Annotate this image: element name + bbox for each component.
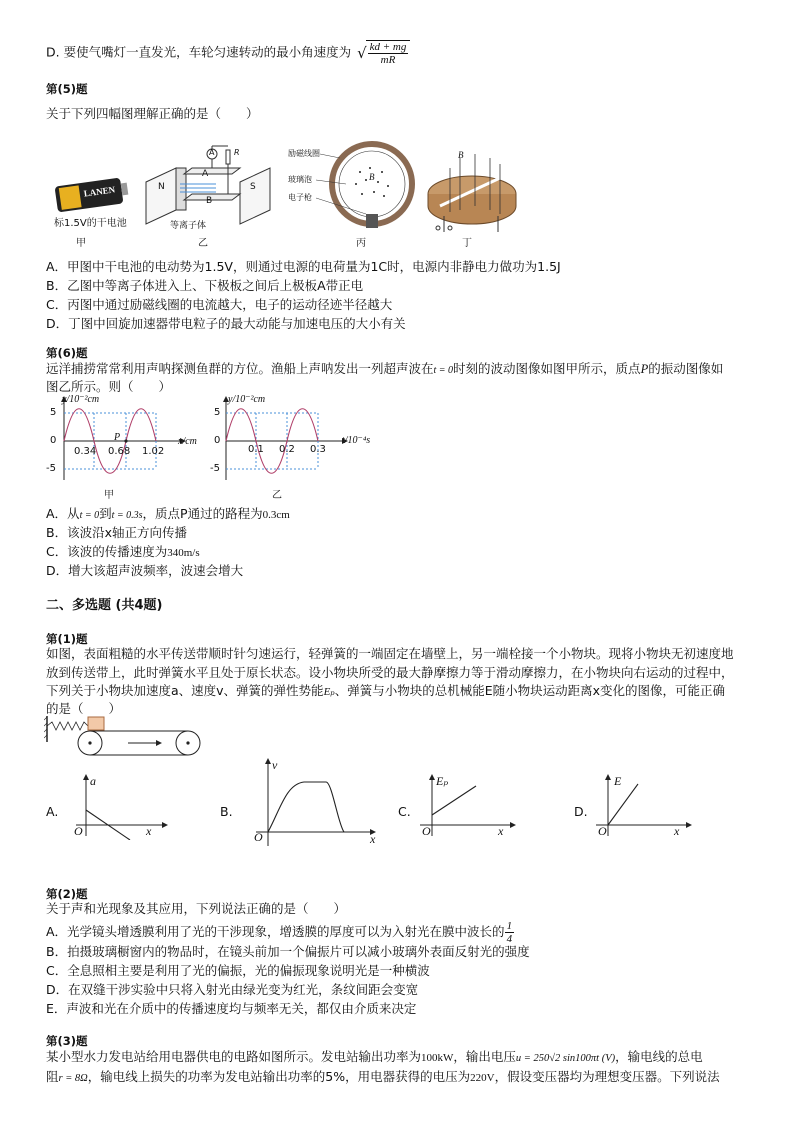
jia-x-label: x/cm	[178, 436, 197, 447]
angular-velocity-formula: $\frac{kd + mg}{mR}$	[366, 40, 411, 66]
q5-option-b: B．乙图中等离子体进入上、下极板之间后上极板A带正电	[46, 278, 364, 293]
m1-b-origin: O	[254, 830, 263, 844]
jia-y-label: y/10⁻²cm	[62, 394, 100, 405]
yi-xtick-3: 0.3	[310, 444, 326, 455]
jia-ytick-0: 0	[50, 435, 57, 446]
figure-ding-cyclotron	[420, 140, 520, 250]
q5-stem: 关于下列四幅图理解正确的是（ ）	[46, 106, 259, 121]
m2-header: 第(2)题	[46, 887, 88, 901]
magnet-n-label: N	[158, 182, 165, 192]
m1-d-xaxis: x	[674, 824, 680, 838]
coil-label: 励磁线圈	[288, 149, 320, 158]
figure-jia-battery	[46, 140, 136, 250]
prev-option-d: D. 要使气嘴灯一直发光，车轮匀速转动的最小角速度为 √ $\frac{kd + mg}{mR}$	[46, 40, 410, 66]
fig-bing-label: 丙	[356, 238, 366, 249]
m2-stem: 关于声和光现象及其应用，下列说法正确的是（ ）	[46, 901, 347, 916]
fig-yi-label: 乙	[198, 238, 208, 249]
m2-option-d: D．在双缝干涉实验中只将入射光由绿光变为红光，条纹间距会变宽	[46, 982, 419, 997]
cyclotron-b-label: B	[458, 150, 464, 160]
m1-a-yaxis: a	[90, 774, 96, 788]
m1-option-a-letter: A.	[46, 804, 59, 819]
yi-ytick-5: 5	[214, 407, 221, 418]
m1-option-d-graph	[574, 770, 704, 840]
m1-stem-line4: 的是（ ）	[46, 701, 122, 716]
m3-stem-line2: 阻r = 8Ω，输电线上损失的功率为发电站输出功率的5%，用电器获得的电压为220V，假设变压器均为理想变压器。下列说法	[46, 1069, 720, 1084]
m1-a-origin: O	[74, 824, 83, 838]
jia-xtick-2: 0.68	[108, 446, 131, 457]
m1-stem-line3: 下列关于小物块加速度a、速度v、弹簧的弹性势能Eₚ、弹簧与小物块的总机械能E随小物块运动距离x变化的图像，可能正确	[46, 683, 725, 698]
section-multi-choice: 二、多选题 (共4题)	[46, 598, 163, 613]
jia-xtick-3: 1.02	[142, 446, 165, 457]
q6-option-b: B．该波沿x轴正方向传播	[46, 525, 187, 540]
q6-option-c: C．该波的传播速度为340m/s	[46, 544, 200, 559]
sqrt-sign: √	[357, 44, 367, 62]
battery-drawing	[46, 140, 136, 250]
m1-option-c-letter: C.	[398, 804, 411, 819]
magnet-s-label: S	[250, 182, 256, 192]
graph-jia	[46, 394, 216, 502]
yi-y-label: y/10⁻²cm	[228, 394, 266, 405]
q6-stem-line1: 远洋捕捞常常利用声呐探测鱼群的方位。渔船上声呐发出一列超声波在t = 0时刻的波动图像如图甲所示，质点P的振动图像如	[46, 361, 724, 376]
plate-a-label: A	[202, 169, 209, 179]
quarter-fraction: $\frac{1}{4}$	[506, 920, 513, 945]
plasma-label: 等离子体	[170, 221, 207, 231]
yi-caption: 乙	[272, 490, 282, 501]
plate-b-label: B	[206, 196, 213, 206]
m1-d-yaxis: E	[614, 774, 622, 788]
field-b-label: B	[369, 172, 375, 182]
q5-header: 第(5)题	[46, 82, 88, 96]
jia-ytick-neg5: -5	[46, 463, 56, 474]
gun-label: 电子枪	[288, 193, 312, 202]
m1-b-xaxis: x	[370, 832, 376, 846]
resistor-label: R	[234, 148, 240, 157]
m1-option-b-letter: B.	[220, 804, 233, 819]
m3-stem-line1: 某小型水力发电站给用电器供电的电路如图所示。发电站输出功率为100kW，输出电压u = 250√2 sin100πt (V)，输电线的总电	[46, 1049, 703, 1064]
m1-option-c-graph	[398, 770, 528, 840]
conveyor-figure	[44, 716, 224, 758]
jia-ytick-5: 5	[50, 407, 57, 418]
m2-option-a: A．光学镜头增透膜利用了光的干涉现象，增透膜的厚度可以为入射光在膜中波长的 $\frac{1}{4}$	[46, 920, 513, 945]
m3-header: 第(3)题	[46, 1034, 88, 1048]
m1-b-yaxis: v	[272, 758, 278, 772]
m1-stem-line1: 如图，表面粗糙的水平传送带顺时针匀速运行，轻弹簧的一端固定在墙壁上，另一端栓接一个小物块。现将小物块无初速度地	[46, 646, 734, 661]
m1-option-d-letter: D.	[574, 804, 588, 819]
q6-option-a: A．从t = 0到t = 0.3s，质点P通过的路程为0.3cm	[46, 506, 290, 521]
m1-c-xaxis: x	[498, 824, 504, 838]
m1-a-xaxis: x	[146, 824, 152, 838]
jia-xtick-1: 0.34	[74, 446, 97, 457]
jia-point-p: P	[114, 432, 121, 443]
q6-stem-line2: 图乙所示。则（ ）	[46, 379, 172, 394]
graph-yi	[210, 394, 394, 502]
m2-option-e: E．声波和光在介质中的传播速度均与频率无关，都仅由介质来决定	[46, 1001, 417, 1016]
m1-c-origin: O	[422, 824, 431, 838]
yi-xtick-1: 0.1	[248, 444, 264, 455]
q6-header: 第(6)题	[46, 346, 88, 360]
q5-option-d: D．丁图中回旋加速器带电粒子的最大动能与加速电压的大小有关	[46, 316, 406, 331]
ammeter-label: A	[209, 148, 215, 157]
q5-option-c: C．丙图中通过励磁线圈的电流越大，电子的运动径迹半径越大	[46, 297, 393, 312]
m1-d-origin: O	[598, 824, 607, 838]
m2-option-c: C．全息照相主要是利用了光的偏振，光的偏振现象说明光是一种横波	[46, 963, 430, 978]
yi-xtick-2: 0.2	[279, 444, 295, 455]
q5-option-a: A．甲图中干电池的电动势为1.5V，则通过电源的电荷量为1C时，电源内非静电力做功为1.5J	[46, 259, 561, 274]
m1-option-a-graph	[46, 770, 176, 840]
yi-x-label: t/10⁻⁴s	[342, 435, 371, 446]
yi-ytick-neg5: -5	[210, 463, 220, 474]
m1-stem-line2: 放到传送带上，此时弹簧水平且处于原长状态。设小物块所受的最大静摩擦力等于滑动摩擦力，在小物块向右运动的过程中，	[46, 665, 734, 680]
fig-ding-label: 丁	[462, 238, 472, 249]
bulb-label: 玻璃泡	[288, 175, 312, 184]
yi-ytick-0: 0	[214, 435, 221, 446]
q6-option-d: D．增大该超声波频率，波速会增大	[46, 563, 244, 578]
figure-yi-mhd	[140, 138, 280, 250]
fig-jia-label: 甲	[76, 238, 86, 249]
m1-c-yaxis: Eₚ	[436, 774, 449, 788]
battery-brand: LANEN	[83, 184, 116, 199]
battery-caption: 标1.5V的干电池	[54, 218, 127, 229]
figure-bing-tube	[286, 140, 418, 250]
m2-option-b: B．拍摄玻璃橱窗内的物品时，在镜头前加一个偏振片可以减小玻璃外表面反射光的强度	[46, 944, 530, 959]
m1-header: 第(1)题	[46, 632, 88, 646]
m1-option-b-graph	[220, 754, 390, 849]
jia-caption: 甲	[104, 490, 114, 501]
